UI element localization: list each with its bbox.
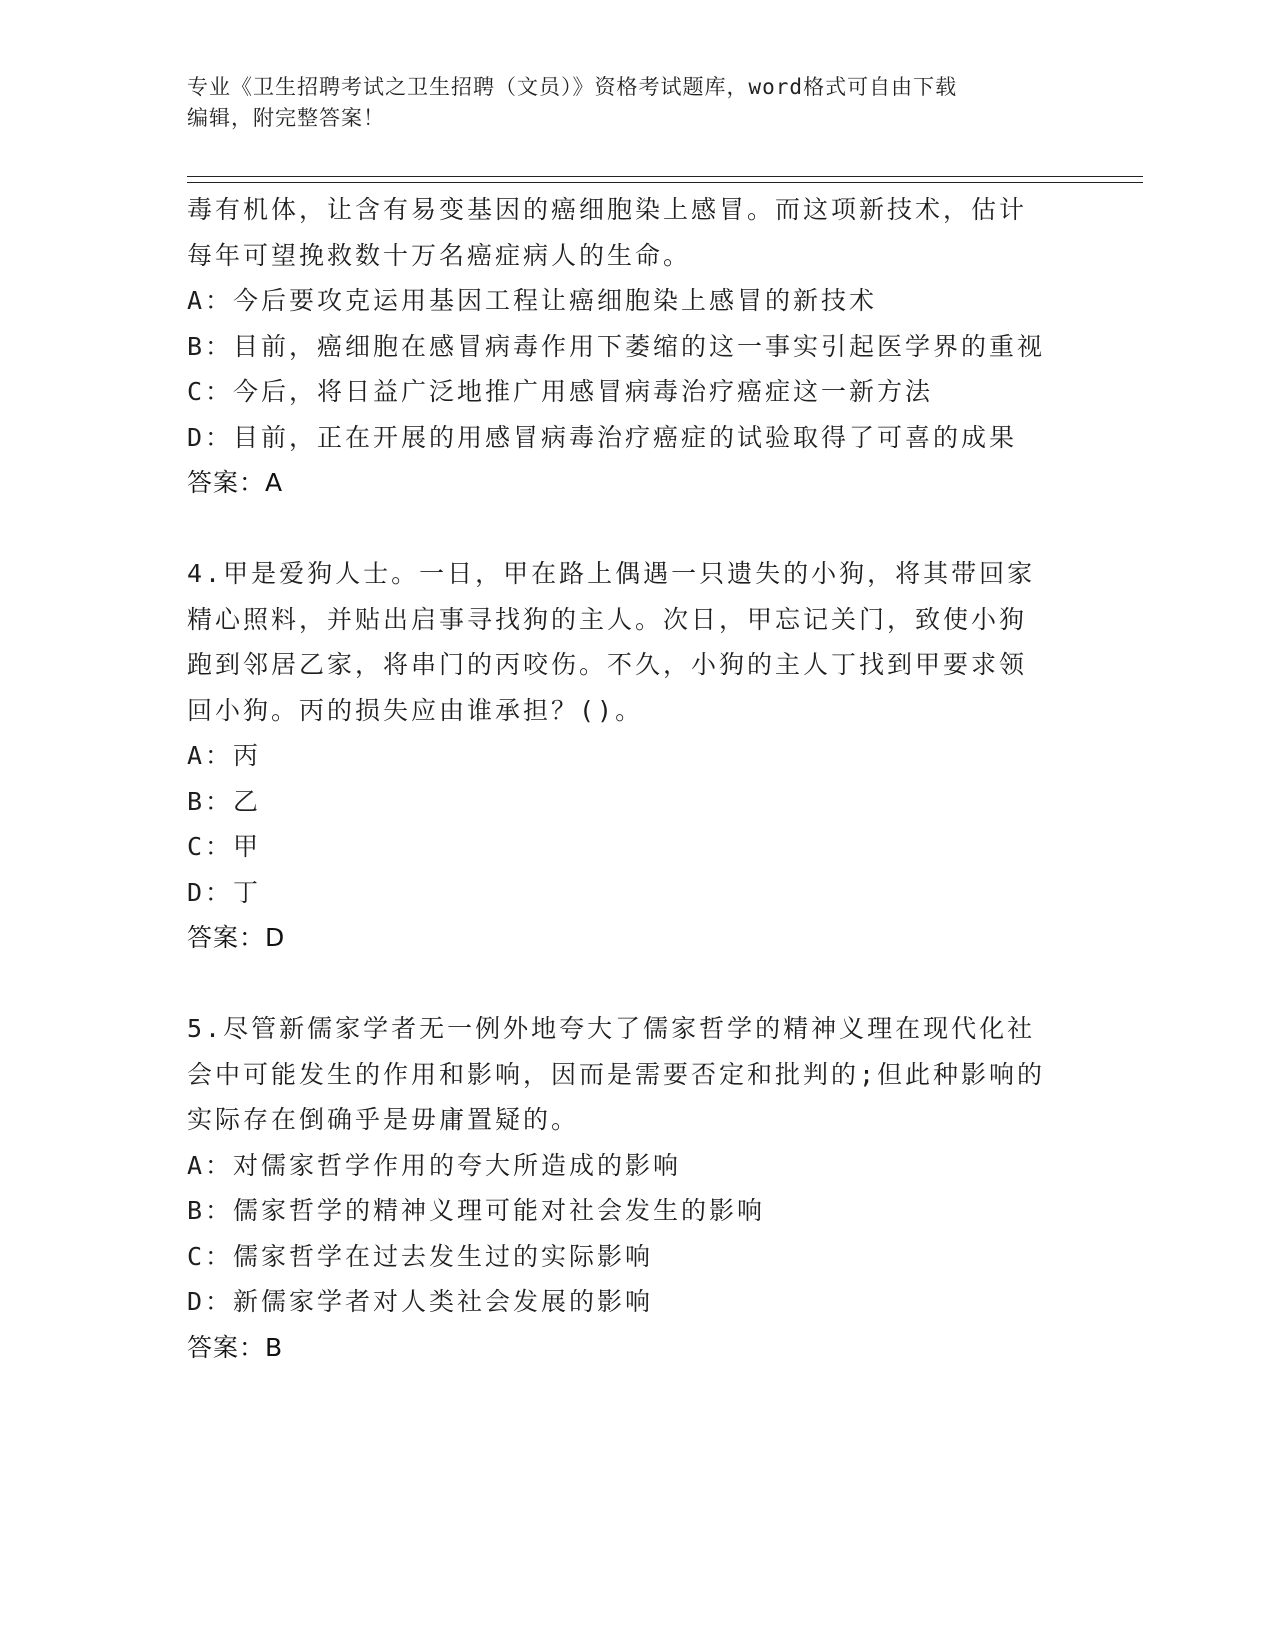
question-5: [187, 1006, 1107, 1370]
option-a: A：今后要攻克运用基因工程让癌细胞染上感冒的新技术: [187, 286, 878, 315]
header-rule-bottom: [187, 182, 1143, 183]
option-a: A：对儒家哲学作用的夸大所造成的影响: [187, 1150, 682, 1180]
answer-label: 答案：A: [187, 468, 284, 497]
option-b: B：儒家哲学的精神义理可能对社会发生的影响: [187, 1196, 766, 1225]
question-3: [187, 187, 1107, 506]
spacer: [187, 506, 1107, 552]
question-text-line: 实际存在倒确乎是毋庸置疑的。: [187, 1105, 580, 1134]
option-b: B：乙: [187, 786, 262, 816]
question-text-line: 每年可望挽救数十万名癌症病人的生命。: [187, 240, 692, 270]
option-c: C：儒家哲学在过去发生过的实际影响: [187, 1241, 654, 1271]
answer-label: 答案：D: [187, 923, 286, 952]
option-d: D：丁: [187, 877, 262, 907]
question-4: [187, 551, 1107, 961]
header-line-1: 专业《卫生招聘考试之卫生招聘（文员）》资格考试题库，word格式可自由下载: [187, 75, 958, 99]
option-d: D：新儒家学者对人类社会发展的影响: [187, 1287, 654, 1316]
spacer: [187, 961, 1107, 1007]
option-d: D：目前，正在开展的用感冒病毒治疗癌症的试验取得了可喜的成果: [187, 422, 1018, 452]
option-c: C：今后，将日益广泛地推广用感冒病毒治疗癌症这一新方法: [187, 377, 934, 406]
option-c: C：甲: [187, 832, 262, 861]
question-text-line: 回小狗。丙的损失应由谁承担？()。: [187, 695, 644, 725]
question-text-line: 毒有机体，让含有易变基因的癌细胞染上感冒。而这项新技术，估计: [187, 195, 1028, 224]
answer-label: 答案：B: [187, 1332, 284, 1362]
question-text-line: 4.甲是爱狗人士。一日，甲在路上偶遇一只遗失的小狗，将其带回家: [187, 559, 1036, 588]
header-rule-top: [187, 176, 1143, 177]
option-b: B：目前，癌细胞在感冒病毒作用下萎缩的这一事实引起医学界的重视: [187, 331, 1046, 361]
option-a: A：丙: [187, 741, 262, 770]
question-text-line: 5.尽管新儒家学者无一例外地夸大了儒家哲学的精神义理在现代化社: [187, 1014, 1036, 1043]
question-text-line: 跑到邻居乙家，将串门的丙咬伤。不久，小狗的主人丁找到甲要求领: [187, 650, 1028, 679]
question-text-line: 会中可能发生的作用和影响，因而是需要否定和批判的;但此种影响的: [187, 1059, 1046, 1089]
document-body: [187, 187, 1107, 1370]
document-header: [187, 72, 1087, 134]
header-line-2: 编辑，附完整答案！: [187, 106, 385, 130]
question-text-line: 精心照料，并贴出启事寻找狗的主人。次日，甲忘记关门，致使小狗: [187, 604, 1028, 634]
